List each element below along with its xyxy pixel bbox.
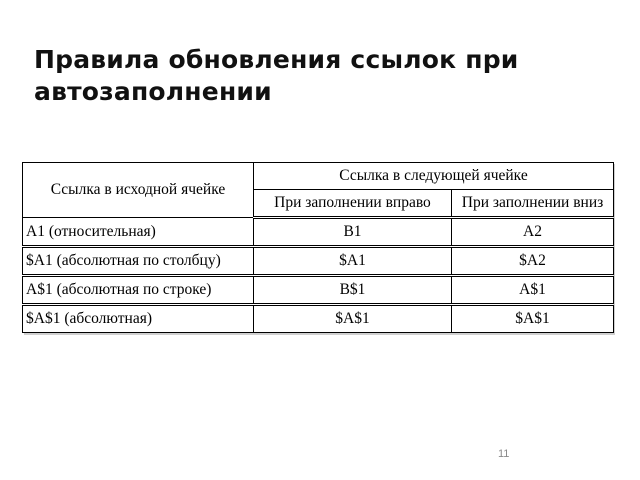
table-row	[23, 247, 614, 276]
cell-right: B$1	[254, 276, 452, 305]
cell-down: $A2	[452, 247, 614, 276]
table-row	[23, 276, 614, 305]
slide-title: Правила обновления ссылок при автозаполнении	[34, 45, 519, 106]
table-row	[23, 218, 614, 247]
cell-right: $A1	[254, 247, 452, 276]
cell-source: $A1 (абсолютная по столбцу)	[23, 247, 254, 276]
cell-source: A1 (относительная)	[23, 218, 254, 247]
page-number: 11	[498, 448, 510, 460]
cell-down: $A$1	[452, 305, 614, 333]
header-source-ref: Ссылка в исходной ячейке	[23, 163, 254, 218]
cell-right: B1	[254, 218, 452, 247]
cell-right: $A$1	[254, 305, 452, 333]
cell-down: A2	[452, 218, 614, 247]
table-row	[23, 305, 614, 333]
cell-source: A$1 (абсолютная по строке)	[23, 276, 254, 305]
table-header-row	[23, 163, 614, 190]
reference-rules-table	[22, 162, 613, 333]
cell-down: A$1	[452, 276, 614, 305]
header-fill-right: При заполнении вправо	[254, 190, 452, 218]
cell-source: $A$1 (абсолютная)	[23, 305, 254, 333]
table	[22, 162, 614, 333]
header-next-ref: Ссылка в следующей ячейке	[254, 163, 614, 190]
header-fill-down: При заполнении вниз	[452, 190, 614, 218]
